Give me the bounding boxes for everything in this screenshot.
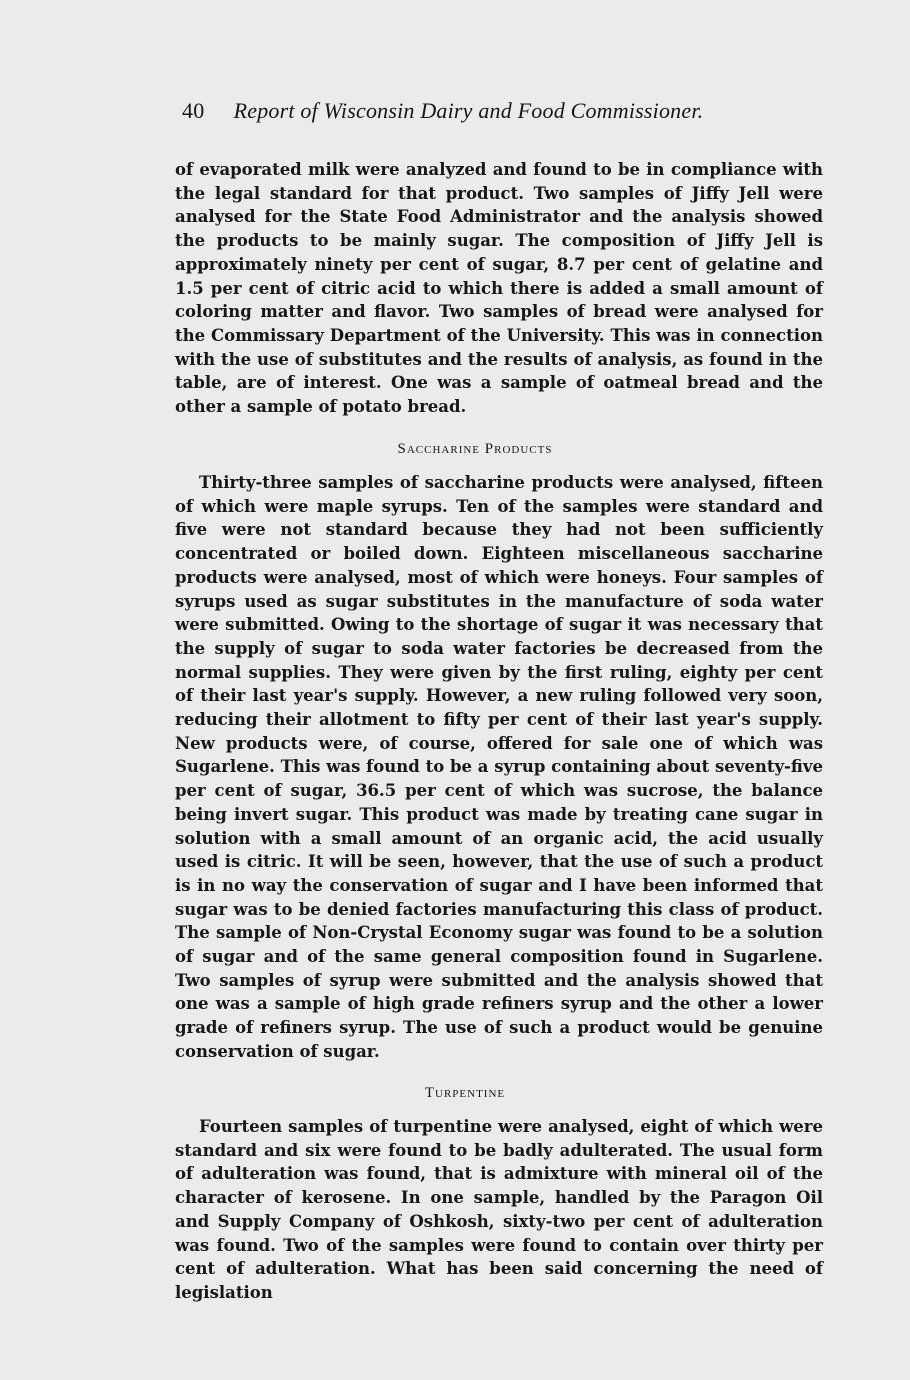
text-block-2 [175, 471, 823, 1064]
page-number: 40 [182, 98, 205, 123]
paragraph-saccharine: Thirty-three samples of saccharine products were analysed, fifteen of which were maple syrups. Ten of the samples were standard and five were not standard because they had not been sufficiently concentrated or boiled down. Eighteen miscellaneous saccharine products were analysed, most of which were honeys. Four samples of syrups used as sugar substitutes in the manufacture of soda water were submitted. Owing to the shortage of sugar it was necessary that the supply of sugar to soda water factories be decreased from the normal supplies. They were given by the first ruling, eighty per cent of their last year's supply. However, a new ruling followed very soon, reducing their allotment to fifty per cent of their last year's supply. New products were, of course, offered for sale one of which was Sugarlene. This was found to be a syrup containing about seventy-five per cent of sugar, 36.5 per cent of which was sucrose, the balance being invert sugar. This product was made by treating cane sugar in solution with a small amount of an organic acid, the acid usually used is citric. It will be seen, however, that the use of such a product is in no way the conservation of sugar and I have been informed that sugar was to be denied factories manufacturing this class of product. The sample of Non-Crystal Economy sugar was found to be a solution of sugar and of the same general composition found in Sugarlene. Two samples of syrup were submitted and the analysis showed that one was a sample of high grade refiners syrup and the other a lower grade of refiners syrup. The use of such a product would be genuine conservation of sugar. [175, 473, 823, 1061]
running-header [182, 98, 703, 124]
paragraph-evaporated-milk: of evaporated milk were analyzed and found to be in compliance with the legal standard for that product. Two samples of Jiffy Jell were analysed for the State Food Administrator and the analysis showed the products to be mainly sugar. The composition of Jiffy Jell is approximately ninety per cent of sugar, 8.7 per cent of gelatine and 1.5 per cent of citric acid to which there is added a small amount of coloring matter and flavor. Two samples of bread were analysed for the Commissary Department of the University. This was in connection with the use of substitutes and the results of analysis, as found in the table, are of interest. One was a sample of oatmeal bread and the other a sample of potato bread. [175, 160, 823, 417]
paragraph-turpentine: Fourteen samples of turpentine were analysed, eight of which were standard and six were found to be badly adulterated. The usual form of adulteration was found, that is admixture with mineral oil of the character of kerosene. In one sample, handled by the Paragon Oil and Supply Company of Oshkosh, sixty-two per cent of adulteration was found. Two of the samples were found to contain over thirty per cent of adulteration. What has been said concerning the need of legislation [175, 1117, 823, 1302]
report-title: Report of Wisconsin Dairy and Food Commissioner. [233, 98, 704, 123]
section-heading-saccharine: Saccharine Products [397, 441, 553, 457]
text-block-1 [175, 158, 823, 419]
section-heading-turpentine: Turpentine [424, 1085, 506, 1101]
text-block-3 [175, 1115, 823, 1305]
